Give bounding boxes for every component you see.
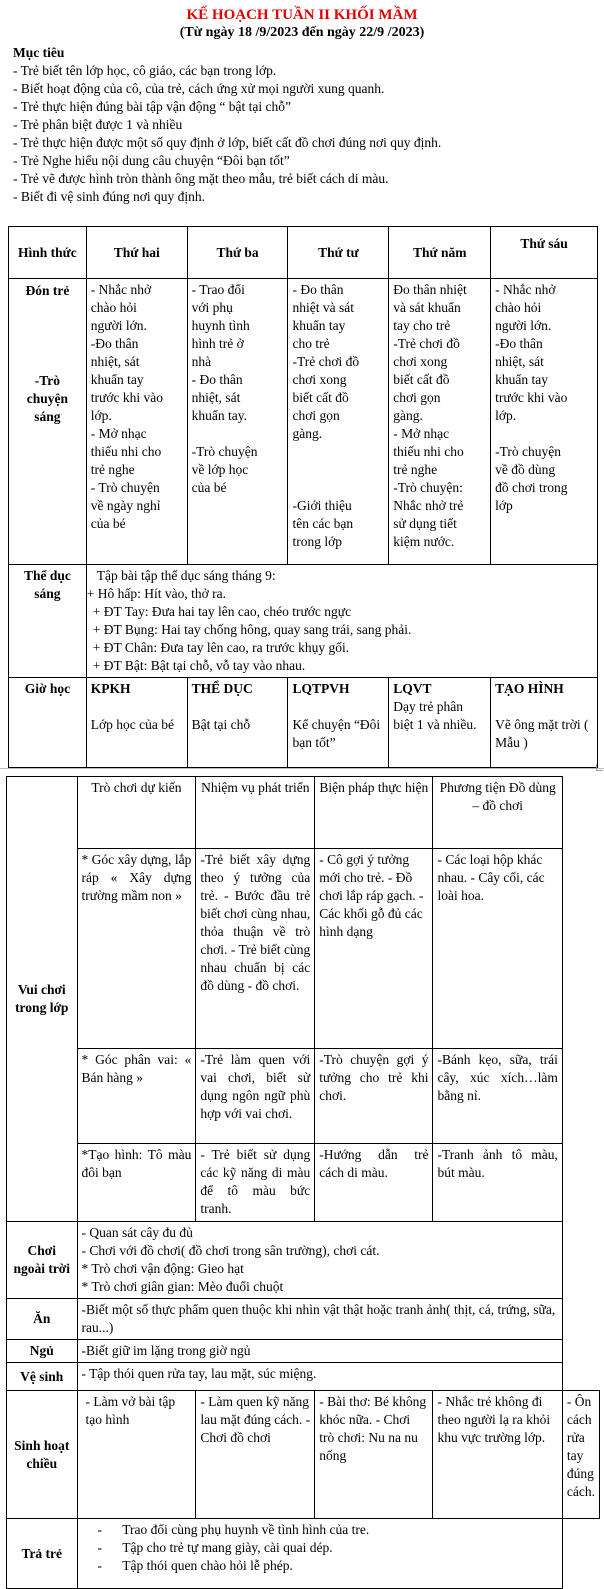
cell-line: -Trò chuyện bbox=[495, 444, 562, 459]
outdoor-row bbox=[7, 1222, 600, 1299]
subject: KPKH bbox=[90, 681, 131, 696]
lesson: Bật tại chỗ bbox=[191, 717, 251, 732]
header-task: Nhiệm vụ phát triển bbox=[196, 777, 315, 849]
cell-line: kiệm nước. bbox=[393, 534, 455, 549]
pickup-item: - Tập thói quen chào hỏi lễ phép. bbox=[97, 1558, 293, 1573]
afternoon-row bbox=[7, 1391, 600, 1519]
welcome-row bbox=[9, 279, 598, 565]
cell-line: Nhắc nhở trẻ bbox=[393, 498, 464, 513]
sleep-label: Ngủ bbox=[7, 1340, 78, 1363]
page-corner-mark bbox=[596, 764, 603, 771]
corner-game: *Tạo hình: Tô màu đôi bạn bbox=[77, 1144, 196, 1222]
cell-line: sử dụng tiết bbox=[393, 516, 457, 531]
cell-line: khuẩn tay. bbox=[191, 408, 248, 423]
table-header-row bbox=[9, 227, 598, 279]
corner-task: -Trẻ biết xây dựng theo ý tưởng của trẻ. - Bước đầu trẻ biết chơi cùng nhau, thỏa thuận về trò chơi. - Trẻ biết cùng nhau chuẩn bị các đồ dùng - đồ chơi. bbox=[196, 849, 315, 1049]
cell-line: - Mở nhạc bbox=[393, 426, 450, 441]
cell-line: người lớn. bbox=[495, 318, 552, 333]
outdoor-content bbox=[77, 1222, 562, 1299]
corner-method: -Hướng dẫn trẻ cách di màu. bbox=[315, 1144, 433, 1222]
goal-item: - Trẻ phân biệt được 1 và nhiều bbox=[13, 117, 183, 132]
cell-line: và sát khuẩn bbox=[393, 300, 461, 315]
corner-game: * Góc xây dựng, lắp ráp « Xây dựng trường mầm non » bbox=[77, 849, 196, 1049]
cell-line: chơi xong bbox=[292, 372, 347, 387]
pickup-item-text: Tập cho trẻ tự mang giày, cài quai dép. bbox=[122, 1540, 333, 1555]
outdoor-line: * Trò chơi giân gian: Mèo đuổi chuột bbox=[81, 1279, 284, 1294]
cell-line: - Mở nhạc bbox=[90, 426, 147, 441]
lesson: Vẽ ông mặt trời ( Mẫu ) bbox=[495, 717, 589, 750]
welcome-label: Đón trẻ bbox=[25, 283, 70, 298]
subject: TẠO HÌNH bbox=[495, 681, 564, 696]
cell-line: -Trò chuyện: bbox=[393, 480, 463, 495]
cell-line: về lớp học bbox=[191, 462, 249, 477]
afternoon-friday: - Ôn cách rửa tay đúng cách. bbox=[562, 1391, 599, 1519]
cell-line: người lớn. bbox=[90, 318, 147, 333]
goal-item: - Trẻ Nghe hiểu nội dung câu chuyện “Đôi bạn tốt” bbox=[13, 153, 290, 168]
page-break bbox=[0, 768, 604, 769]
cell-line: - Trao đổi bbox=[191, 282, 245, 297]
corner-game: * Góc phân vai: « Bán hàng » bbox=[77, 1049, 196, 1144]
corner-row bbox=[7, 1049, 600, 1144]
lesson: Lớp học của bé bbox=[90, 717, 175, 732]
class-thursday bbox=[389, 678, 491, 768]
class-tuesday bbox=[187, 678, 288, 768]
cell-line: thiếu nhi cho bbox=[90, 444, 162, 459]
cell-line: về đồ dùng bbox=[495, 462, 556, 477]
corner-method: -Trò chuyện gợi ý tưởng cho trẻ khi chơi. bbox=[315, 1049, 433, 1144]
cell-line: khuẩn tay bbox=[495, 372, 549, 387]
cell-line: chơi xong bbox=[393, 354, 448, 369]
welcome-wednesday bbox=[288, 279, 389, 565]
cell-line: đồ chơi trong bbox=[495, 480, 568, 495]
goal-item: - Trẻ thực hiện được một số quy định ở lớp, biết cất đồ chơi đúng nơi quy định. bbox=[13, 135, 442, 150]
class-wednesday bbox=[288, 678, 389, 768]
exercise-line: Tập bài tập thể dục sáng tháng 9: bbox=[96, 568, 276, 583]
cell-line: trước khi vào bbox=[90, 390, 163, 405]
exercise-row bbox=[9, 565, 598, 678]
header-wednesday: Thứ tư bbox=[288, 227, 389, 279]
class-friday bbox=[491, 678, 598, 768]
cell-line: với phụ bbox=[191, 300, 233, 315]
corner-method: - Cô gợi ý tưởng mới cho trẻ. - Đồ chơi lắp ráp gạch. - Các khối gỗ đủ các hình dạng bbox=[315, 849, 433, 1049]
cell-line: hình trẻ ở bbox=[191, 336, 244, 351]
goals-heading: Mục tiêu bbox=[13, 45, 65, 60]
exercise-line: + ĐT Bật: Bật tại chỗ, vỗ tay vào nhau. bbox=[92, 658, 306, 673]
goals-section bbox=[13, 44, 598, 206]
afternoon-label: Sinh hoạt chiều bbox=[7, 1391, 78, 1519]
hygiene-content: - Tập thói quen rửa tay, lau mặt, súc miệng. bbox=[77, 1363, 562, 1391]
welcome-friday bbox=[491, 279, 598, 565]
cell-line: lớp. bbox=[90, 408, 112, 423]
corner-tools: -Tranh ảnh tô màu, bút màu. bbox=[433, 1144, 562, 1222]
morning-chat-label: -Trò chuyện sáng bbox=[26, 373, 69, 424]
subject: LQTPVH bbox=[292, 681, 350, 696]
header-form: Hình thức bbox=[9, 227, 87, 279]
cell-line: trẻ nghe bbox=[393, 462, 438, 477]
welcome-thursday bbox=[389, 279, 491, 565]
afternoon-wednesday: - Bài thơ: Bé không khóc nữa. - Chơi trò chơi: Nu na nu nống bbox=[315, 1391, 433, 1519]
cell-line: nhà bbox=[191, 354, 212, 369]
weekly-schedule-table bbox=[8, 226, 598, 768]
cell-line: trước khi vào bbox=[495, 390, 568, 405]
lesson: Kể chuyện “Đôi bạn tốt” bbox=[292, 717, 381, 750]
goal-item: - Trẻ biết tên lớp học, cô giáo, các bạn trong lớp. bbox=[13, 63, 277, 78]
cell-line: thiếu nhi cho bbox=[393, 444, 464, 459]
pickup-item-text: Tập thói quen chào hỏi lễ phép. bbox=[122, 1558, 293, 1573]
header-monday: Thứ hai bbox=[86, 227, 187, 279]
cell-line: chào hỏi bbox=[90, 300, 137, 315]
welcome-monday bbox=[86, 279, 187, 565]
cell-line: lớp bbox=[495, 498, 513, 513]
pickup-item: - Trao đổi cùng phụ huynh về tình hình của tre. bbox=[97, 1522, 370, 1537]
goal-item: - Biết hoạt động của cô, của trẻ, cách ứng xử mọi người xung quanh. bbox=[13, 81, 385, 96]
welcome-label-cell bbox=[9, 279, 87, 565]
exercise-line: + ĐT Bụng: Hai tay chống hông, quay sang trái, sang phải. bbox=[92, 622, 412, 637]
class-monday bbox=[86, 678, 187, 768]
date-range: (Từ ngày 18 /9/2023 đến ngày 22/9 /2023) bbox=[179, 25, 425, 40]
header-game: Trò chơi dự kiến bbox=[77, 777, 196, 849]
play-label: Vui chơi trong lớp bbox=[7, 777, 78, 1222]
cell-line: khuẩn tay bbox=[90, 372, 144, 387]
outdoor-label: Chơi ngoài trời bbox=[7, 1222, 78, 1299]
cell-line: chơi gọn bbox=[393, 390, 441, 405]
cell-line: - Nhắc nhở bbox=[90, 282, 152, 297]
cell-line: của bé bbox=[90, 516, 126, 531]
class-row bbox=[9, 678, 598, 768]
cell-line: khuẩn tay bbox=[292, 318, 346, 333]
cell-line: -Trẻ chơi đồ bbox=[292, 354, 360, 369]
page-title: KẾ HOẠCH TUẦN II KHỐI MẦM bbox=[186, 7, 418, 23]
cell-line: gàng. bbox=[292, 426, 323, 441]
cell-line: cho trẻ bbox=[292, 336, 330, 351]
cell-line: chào hỏi bbox=[495, 300, 542, 315]
activities-header-row bbox=[7, 777, 600, 849]
cell-line: chơi gọn bbox=[292, 408, 340, 423]
afternoon-thursday: - Nhắc trẻ không đi theo người lạ ra khỏi khu vực trường lớp. bbox=[433, 1391, 562, 1519]
eat-label: Ăn bbox=[7, 1299, 78, 1340]
cell-line: nhiệt, sát bbox=[191, 390, 241, 405]
cell-line: tay cho trẻ bbox=[393, 318, 451, 333]
exercise-label: Thể dục sáng bbox=[9, 565, 87, 678]
pickup-row bbox=[7, 1519, 600, 1589]
corner-row bbox=[7, 1144, 600, 1222]
cell-line: -Giới thiệu bbox=[292, 498, 352, 513]
cell-line: trong lớp bbox=[292, 534, 342, 549]
header-tools: Phương tiện Đồ dùng – đồ chơi bbox=[433, 777, 562, 849]
cell-line: nhiệt, sát bbox=[495, 354, 544, 369]
welcome-tuesday bbox=[187, 279, 288, 565]
corner-tools: - Các loại hộp khác nhau. - Cây cối, các loài hoa. bbox=[433, 849, 562, 1049]
cell-line: gàng. bbox=[393, 408, 423, 423]
cell-line: -Trò chuyện bbox=[191, 444, 258, 459]
outdoor-line: * Trò chơi vận động: Gieo hạt bbox=[81, 1261, 244, 1276]
cell-line: trẻ nghe bbox=[90, 462, 135, 477]
eat-content: -Biết một số thực phẩm quen thuộc khi nhìn vật thật hoặc tranh ảnh( thịt, cá, trứng, sữa, rau...) bbox=[77, 1299, 562, 1340]
exercise-content bbox=[86, 565, 597, 678]
cell-line: tên các bạn bbox=[292, 516, 354, 531]
pickup-content bbox=[77, 1519, 562, 1589]
outdoor-line: - Quan sát cây đu đủ bbox=[81, 1225, 193, 1240]
cell-line: - Trò chuyện bbox=[90, 480, 160, 495]
activities-table bbox=[6, 776, 600, 1589]
exercise-line: + ĐT Chân: Đưa tay lên cao, ra trước khụy gối. bbox=[92, 640, 350, 655]
lesson: Dạy trẻ phân biệt 1 và nhiều. bbox=[393, 699, 477, 732]
cell-line: - Đo thân bbox=[191, 372, 243, 387]
cell-line: -Đo thân bbox=[90, 336, 139, 351]
cell-line: nhiệt và sát bbox=[292, 300, 354, 315]
afternoon-monday: - Làm vở bài tập tạo hình bbox=[77, 1391, 196, 1519]
class-label: Giờ học bbox=[9, 678, 87, 768]
outdoor-line: - Chơi với đồ chơi( đồ chơi trong sân trường), chơi cát. bbox=[81, 1243, 380, 1258]
cell-line: lớp. bbox=[495, 408, 517, 423]
goal-item: - Biết đi vệ sinh đúng nơi quy định. bbox=[13, 189, 206, 204]
pickup-label: Trả trẻ bbox=[7, 1519, 78, 1589]
header-thursday: Thứ năm bbox=[389, 227, 491, 279]
header-method: Biện pháp thực hiện bbox=[315, 777, 433, 849]
cell-line: - Đo thân bbox=[292, 282, 344, 297]
afternoon-tuesday: - Làm quen kỹ năng lau mặt đúng cách. - Chơi đồ chơi bbox=[196, 1391, 315, 1519]
header-friday: Thứ sáu bbox=[491, 227, 598, 279]
cell-line: huynh tình bbox=[191, 318, 250, 333]
cell-line: biết cất đồ bbox=[393, 372, 450, 387]
hygiene-row bbox=[7, 1363, 600, 1391]
goal-item: - Trẻ vẽ được hình tròn thành ông mặt theo mẫu, trẻ biết cách di màu. bbox=[13, 171, 389, 186]
exercise-line: + ĐT Tay: Đưa hai tay lên cao, chéo trước ngực bbox=[92, 604, 352, 619]
corner-task: -Trẻ làm quen với vai chơi, biết sử dụng ngôn ngữ phù hợp với vai chơi. bbox=[196, 1049, 315, 1144]
hygiene-label: Vệ sinh bbox=[7, 1363, 78, 1391]
subject: THỂ DỤC bbox=[191, 681, 253, 696]
cell-line: -Đo thân bbox=[495, 336, 543, 351]
cell-line: -Trẻ chơi đồ bbox=[393, 336, 460, 351]
corner-row bbox=[7, 849, 600, 1049]
cell-line: biết cất đồ bbox=[292, 390, 349, 405]
eat-row bbox=[7, 1299, 600, 1340]
sleep-content: -Biết giữ im lặng trong giờ ngủ bbox=[77, 1340, 562, 1363]
cell-line: nhiệt, sát bbox=[90, 354, 140, 369]
cell-line: của bé bbox=[191, 480, 227, 495]
corner-task: - Trẻ biết sử dụng các kỹ năng di màu để tô màu bức tranh. bbox=[196, 1144, 315, 1222]
cell-line: về ngày nghỉ bbox=[90, 498, 161, 513]
exercise-line: + Hô hấp: Hít vào, thở ra. bbox=[86, 586, 227, 601]
sleep-row bbox=[7, 1340, 600, 1363]
corner-tools: -Bánh kẹo, sữa, trái cây, xúc xích…làm bằng nỉ. bbox=[433, 1049, 562, 1144]
pickup-item-text: Trao đổi cùng phụ huynh về tình hình của tre. bbox=[122, 1522, 370, 1537]
subject: LQVT bbox=[393, 681, 432, 696]
cell-line: Đo thân nhiệt bbox=[393, 282, 467, 297]
header-tuesday: Thứ ba bbox=[187, 227, 288, 279]
goal-item: - Trẻ thực hiện đúng bài tập vận động “ bật tại chỗ” bbox=[13, 99, 292, 114]
cell-line: - Nhắc nhở bbox=[495, 282, 556, 297]
pickup-item: - Tập cho trẻ tự mang giày, cài quai dép. bbox=[97, 1540, 333, 1555]
